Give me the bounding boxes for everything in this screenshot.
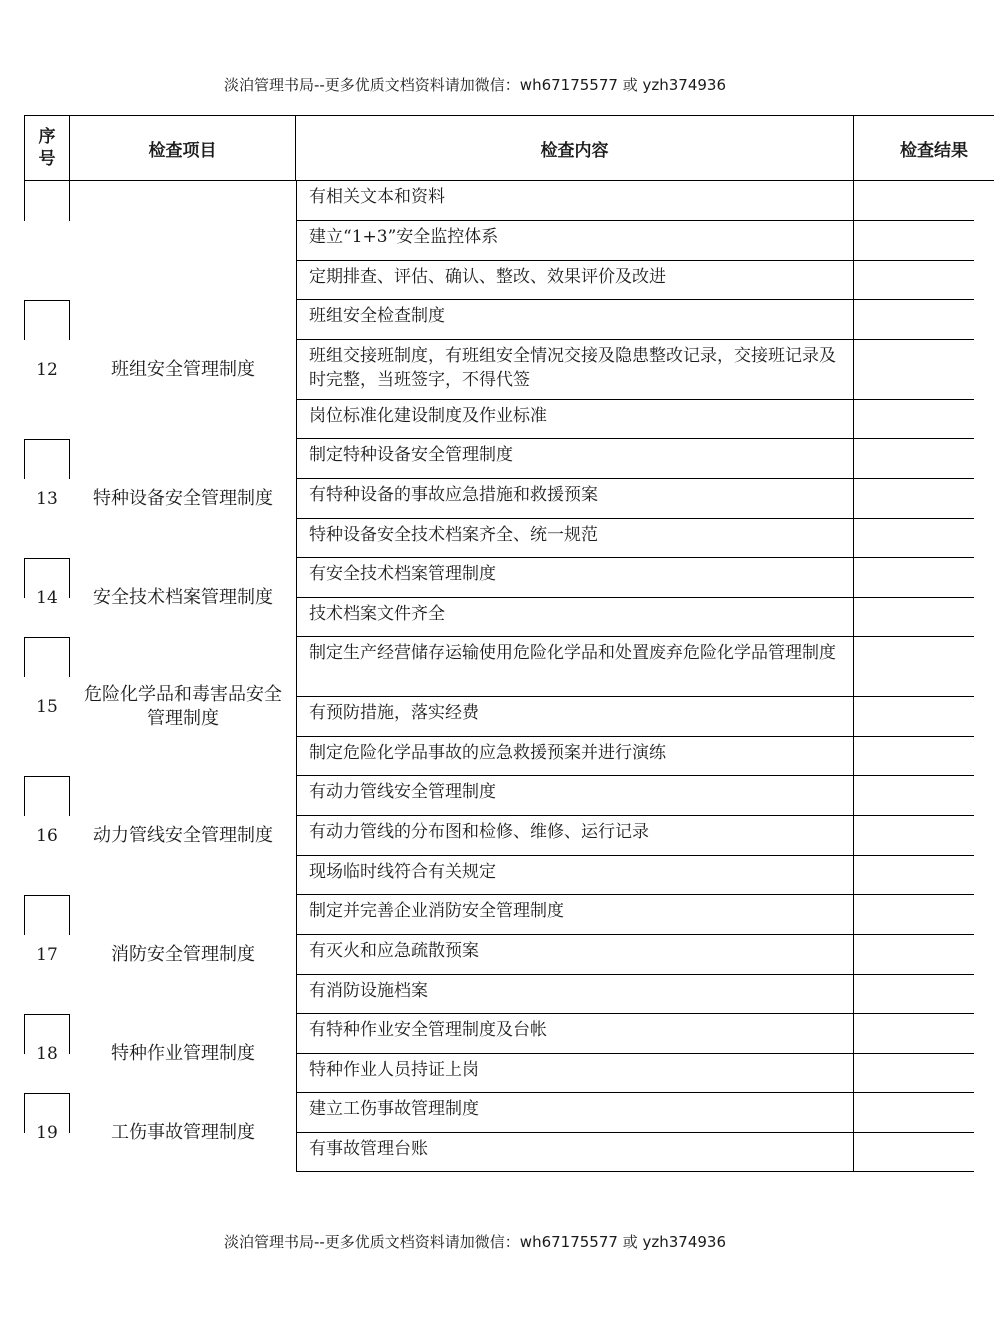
content-cell: 制定危险化学品事故的应急救援预案并进行演练: [296, 737, 854, 776]
result-cell: [854, 1054, 974, 1093]
seq-column-border: [24, 895, 25, 935]
content-cell: 制定特种设备安全管理制度: [296, 439, 854, 479]
result-cell: [854, 935, 974, 975]
result-cell: [854, 181, 974, 221]
content-cell: 有相关文本和资料: [296, 181, 854, 221]
check-item-name: 特种设备安全管理制度: [93, 488, 273, 509]
result-cell: [854, 1133, 974, 1172]
item-column-border: [69, 439, 70, 479]
content-cell: 制定并完善企业消防安全管理制度: [296, 895, 854, 935]
seq-column-border: [24, 637, 25, 677]
result-cell: [854, 1093, 974, 1133]
check-item-name: 安全技术档案管理制度: [93, 587, 273, 608]
content-cell: 有消防设施档案: [296, 975, 854, 1014]
content-cell: 有灭火和应急疏散预案: [296, 935, 854, 975]
item-column-border: [69, 181, 70, 221]
result-cell: [854, 856, 974, 895]
seq-number: 19: [36, 1123, 58, 1143]
result-cell: [854, 895, 974, 935]
result-cell: [854, 519, 974, 558]
group-top-border: [24, 1014, 70, 1015]
result-cell: [854, 975, 974, 1014]
document-header-watermark: 淡泊管理书局--更多优质文档资料请加微信：wh67175577 或 yzh374936: [223, 76, 726, 94]
result-cell: [854, 737, 974, 776]
content-cell: 制定生产经营储存运输使用危险化学品和处置废弃危险化学品管理制度: [296, 637, 854, 697]
check-item-name: 班组安全管理制度: [111, 359, 255, 380]
seq-column-border: [24, 439, 25, 479]
content-cell: 有安全技术档案管理制度: [296, 558, 854, 598]
document-footer-watermark: 淡泊管理书局--更多优质文档资料请加微信：wh67175577 或 yzh374936: [223, 1233, 726, 1251]
seq-number: 13: [36, 489, 58, 509]
header-seq: 序号: [24, 115, 70, 181]
content-cell: 有特种设备的事故应急措施和救援预案: [296, 479, 854, 519]
content-cell: 有预防措施，落实经费: [296, 697, 854, 737]
header-item: 检查项目: [70, 115, 296, 181]
content-cell: 有动力管线安全管理制度: [296, 776, 854, 816]
result-cell: [854, 400, 974, 439]
group-top-border: [24, 1093, 70, 1094]
item-column-border: [69, 895, 70, 935]
seq-number: 14: [36, 588, 58, 608]
result-cell: [854, 261, 974, 300]
content-cell: 特种设备安全技术档案齐全、统一规范: [296, 519, 854, 558]
result-cell: [854, 439, 974, 479]
content-cell: 定期排查、评估、确认、整改、效果评价及改进: [296, 261, 854, 300]
check-item-name: 特种作业管理制度: [111, 1043, 255, 1064]
seq-column-border: [24, 181, 25, 221]
content-cell: 建立“1+3”安全监控体系: [296, 221, 854, 261]
group-top-border: [24, 300, 70, 301]
header-result: 检查结果: [854, 115, 994, 181]
result-cell: [854, 598, 974, 637]
result-cell: [854, 300, 974, 340]
content-cell: 班组安全检查制度: [296, 300, 854, 340]
group-top-border: [24, 558, 70, 559]
seq-number: 16: [36, 826, 58, 846]
result-cell: [854, 776, 974, 816]
group-top-border: [24, 895, 70, 896]
check-item-name: 工伤事故管理制度: [111, 1122, 255, 1143]
inspection-table: [24, 115, 968, 1177]
result-cell: [854, 637, 974, 697]
content-cell: 有事故管理台账: [296, 1133, 854, 1172]
header-content: 检查内容: [296, 115, 854, 181]
result-cell: [854, 697, 974, 737]
content-cell: 特种作业人员持证上岗: [296, 1054, 854, 1093]
result-cell: [854, 558, 974, 598]
seq-column-border: [24, 776, 25, 816]
result-cell: [854, 1014, 974, 1054]
seq-number: 12: [36, 360, 58, 380]
check-item-name: 危险化学品和毒害品安全管理制度: [84, 684, 282, 729]
content-cell: 有特种作业安全管理制度及台帐: [296, 1014, 854, 1054]
content-cell: 班组交接班制度，有班组安全情况交接及隐患整改记录，交接班记录及时完整，当班签字，不得代签: [296, 340, 854, 400]
seq-number: 18: [36, 1044, 58, 1064]
content-cell: 技术档案文件齐全: [296, 598, 854, 637]
content-cell: 有动力管线的分布图和检修、维修、运行记录: [296, 816, 854, 856]
content-cell: 建立工伤事故管理制度: [296, 1093, 854, 1133]
item-column-border: [69, 637, 70, 677]
content-cell: 岗位标准化建设制度及作业标准: [296, 400, 854, 439]
result-cell: [854, 221, 974, 261]
seq-number: 17: [36, 945, 58, 965]
seq-column-border: [24, 300, 25, 340]
group-top-border: [24, 637, 70, 638]
group-top-border: [24, 439, 70, 440]
check-item-name: 消防安全管理制度: [111, 944, 255, 965]
seq-number: 15: [36, 697, 58, 717]
group-top-border: [24, 776, 70, 777]
check-item-name: 动力管线安全管理制度: [93, 825, 273, 846]
content-cell: 现场临时线符合有关规定: [296, 856, 854, 895]
result-cell: [854, 340, 974, 400]
result-cell: [854, 479, 974, 519]
item-column-border: [69, 776, 70, 816]
result-cell: [854, 816, 974, 856]
item-column-border: [69, 300, 70, 340]
